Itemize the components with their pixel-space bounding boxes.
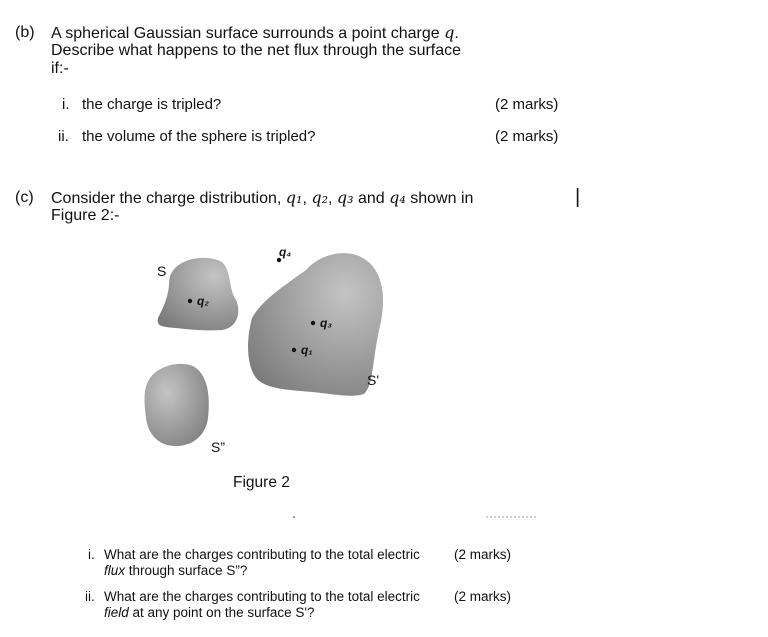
- part-b-item-1-num: i.: [62, 96, 70, 113]
- surface-s-double-prime-label: S”: [211, 439, 225, 455]
- part-b-line-2: Describe what happens to the net flux through the surface: [51, 42, 462, 59]
- question-1-num: i.: [88, 547, 95, 562]
- part-c-line-1-end: shown in: [405, 190, 474, 207]
- figure-caption: Figure 2: [233, 474, 290, 491]
- question-2-line-1: What are the charges contributing to the total electric: [104, 589, 420, 604]
- separator: ,: [302, 190, 312, 207]
- surface-s-label: S: [157, 263, 167, 279]
- separator: ,: [328, 190, 337, 207]
- part-b-line-1-end: .: [454, 25, 459, 42]
- question-2-line-2-text: at any point on the surface S'?: [128, 605, 315, 620]
- surface-s-prime: [248, 253, 383, 396]
- text-cursor: |: [575, 186, 581, 208]
- question-1-emphasis: flux: [104, 563, 126, 578]
- charge-q4-inline: q₄: [389, 188, 406, 207]
- part-b-item-1-text: the charge is tripled?: [82, 96, 222, 113]
- charge-q3-label: q₃: [320, 316, 332, 330]
- charge-q4-label: q₄: [279, 245, 292, 259]
- question-2-line-2: [104, 605, 314, 621]
- charge-q1-label: q₁: [301, 343, 313, 357]
- charge-q2-label: q₂: [197, 294, 209, 308]
- question-2-marks: (2 marks): [454, 589, 511, 604]
- question-1-line-2: [104, 563, 247, 579]
- surface-s-double-prime: [145, 364, 209, 446]
- charge-q3-dot: [311, 321, 315, 325]
- surface-s-prime-label: S': [367, 372, 380, 388]
- part-b-label: (b): [15, 24, 35, 41]
- part-b-line-3: if:-: [51, 60, 69, 77]
- question-1-line-1: What are the charges contributing to the total electric: [104, 547, 420, 562]
- charge-q2-dot: [188, 299, 192, 303]
- question-2-num: ii.: [85, 589, 95, 604]
- question-2-emphasis: field: [104, 605, 129, 620]
- part-c-line-2: Figure 2:-: [51, 207, 120, 224]
- part-b-item-2-text: the volume of the sphere is tripled?: [82, 128, 316, 145]
- part-b-item-2-num: ii.: [58, 128, 69, 145]
- separator: and: [353, 190, 390, 207]
- charge-q1-inline: q₁: [285, 188, 303, 207]
- charge-q1-dot: [292, 348, 296, 352]
- part-b-item-1-marks: (2 marks): [495, 96, 559, 113]
- question-1-marks: (2 marks): [454, 547, 511, 562]
- variable-q: q: [444, 23, 455, 42]
- part-b-item-2-marks: (2 marks): [495, 128, 559, 145]
- stray-dot: [293, 516, 295, 518]
- charge-q2-inline: q₂: [311, 188, 328, 207]
- question-1-line-2-text: through surface S”?: [125, 563, 248, 578]
- charge-q3-inline: q₃: [336, 188, 354, 207]
- part-c-line-1-text: Consider the charge distribution,: [51, 190, 286, 207]
- part-c-label: (c): [15, 189, 34, 206]
- part-b-line-1-text: A spherical Gaussian surface surrounds a point charge: [51, 25, 445, 42]
